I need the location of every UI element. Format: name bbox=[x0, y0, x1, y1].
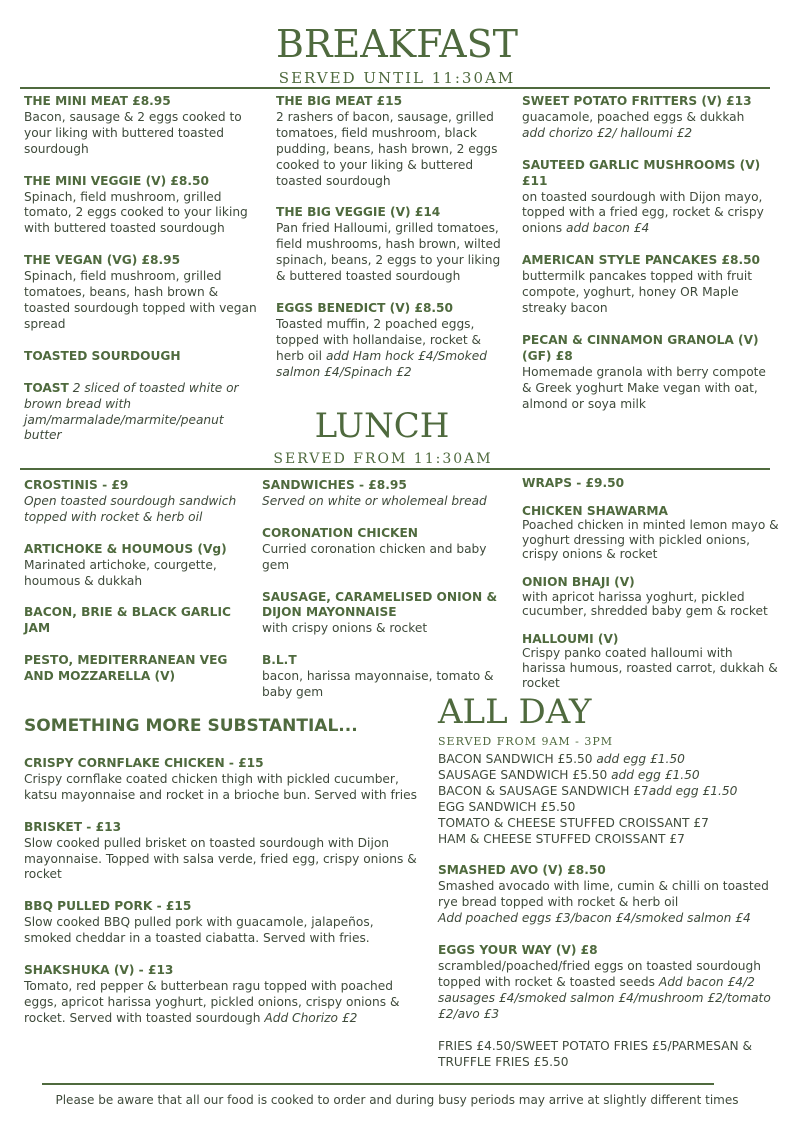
item-description: buttermilk pancakes topped with fruit compote, yoghurt, honey OR Maple streaky bacon bbox=[522, 269, 753, 315]
substantial-list bbox=[24, 756, 422, 1043]
menu-item bbox=[24, 174, 264, 238]
item-name: BACON, BRIE & BLACK GARLIC JAM bbox=[24, 605, 231, 636]
item-description: Slow cooked pulled brisket on toasted sourdough with Dijon mayonnaise. Topped with salsa verde, fried egg, crispy onions & rocket bbox=[24, 835, 417, 882]
menu-item bbox=[24, 899, 422, 947]
item-description: Spinach, field mushroom, grilled tomato, 2 eggs cooked to your liking with buttered toasted sourdough bbox=[24, 189, 248, 236]
item-extra: add egg £1.50 bbox=[648, 783, 738, 798]
menu-item bbox=[276, 301, 508, 381]
footer-divider bbox=[42, 1083, 714, 1085]
lunch-column-1 bbox=[24, 478, 246, 701]
item-name: ARTICHOKE & HOUMOUS (Vg) bbox=[24, 541, 227, 556]
item-name: CROSTINIS - £9 bbox=[24, 478, 129, 492]
list-item bbox=[438, 768, 784, 784]
lunch-title: LUNCH bbox=[314, 406, 450, 446]
item-name: BBQ PULLED PORK - £15 bbox=[24, 899, 192, 914]
menu-item bbox=[262, 478, 502, 510]
item-description: Curried coronation chicken and baby gem bbox=[262, 541, 487, 572]
menu-item bbox=[276, 205, 508, 285]
lunch-column-2 bbox=[262, 478, 502, 717]
item-name: CORONATION CHICKEN bbox=[262, 525, 418, 540]
menu-item bbox=[522, 94, 772, 142]
item-description: with crispy onions & rocket bbox=[262, 621, 428, 636]
item-name: B.L.T bbox=[262, 653, 297, 668]
item-description: Pan fried Halloumi, grilled tomatoes, field mushrooms, hash brown, wilted spinach, beans, 2 eggs to your liking & buttered toasted sourdough bbox=[276, 221, 501, 284]
item-name: THE MINI MEAT £8.95 bbox=[24, 94, 171, 108]
item-name: THE MINI VEGGIE (V) £8.50 bbox=[24, 173, 209, 188]
item-description: 2 rashers of bacon, sausage, grilled tomatoes, field mushroom, black pudding, beans, hash brown, 2 eggs cooked to your liking & buttered toasted sourdough bbox=[276, 109, 498, 188]
menu-item bbox=[24, 756, 422, 804]
menu-item bbox=[276, 94, 508, 189]
breakfast-divider bbox=[20, 87, 770, 89]
list-item bbox=[438, 752, 784, 768]
item-name: CRISPY CORNFLAKE CHICKEN - £15 bbox=[24, 756, 264, 770]
item-description: Smashed avocado with lime, cumin & chilli on toasted rye bread topped with rocket & herb oil bbox=[438, 879, 769, 910]
item-description: on toasted sourdough with Dijon mayo, topped with a fried egg, rocket & crispy onions bbox=[522, 189, 764, 236]
item-name: TOASTED SOURDOUGH bbox=[24, 348, 181, 363]
menu-item bbox=[24, 253, 264, 333]
item-name: THE BIG MEAT £15 bbox=[276, 94, 403, 108]
allday-subtitle: SERVED FROM 9AM - 3PM bbox=[438, 735, 614, 748]
allday-simple-list bbox=[438, 752, 784, 847]
item-description: Toasted muffin, 2 poached eggs, topped with hollandaise, rocket & herb oil bbox=[276, 316, 482, 363]
item-extra: Open toasted sourdough sandwich topped with rocket & herb oil bbox=[24, 493, 237, 524]
item-description: Slow cooked BBQ pulled pork with guacamole, jalapeños, smoked cheddar in a toasted ciabatta. Served with fries. bbox=[24, 915, 374, 946]
item-extra: Add Chorizo £2 bbox=[264, 1010, 358, 1025]
item-name: PESTO, MEDITERRANEAN VEG AND MOZZARELLA (V) bbox=[24, 653, 228, 684]
menu-item bbox=[24, 542, 246, 590]
item-extra: Add poached eggs £3/bacon £4/smoked salmon £4 bbox=[438, 911, 751, 926]
item-description: Poached chicken in minted lemon mayo & yoghurt dressing with pickled onions, crispy onions & rocket bbox=[522, 518, 779, 562]
item-description: bacon, harissa mayonnaise, tomato & baby gem bbox=[262, 669, 494, 700]
menu-item bbox=[522, 253, 772, 317]
menu-item bbox=[24, 478, 246, 526]
item-name: AMERICAN STYLE PANCAKES £8.50 bbox=[522, 253, 761, 268]
menu-item bbox=[24, 381, 264, 445]
item-name: SAUTEED GARLIC MUSHROOMS (V) £11 bbox=[522, 157, 761, 188]
footer-note: Please be aware that all our food is cooked to order and during busy periods may arrive at slightly different times bbox=[55, 1093, 739, 1107]
item-name: THE VEGAN (VG) £8.95 bbox=[24, 253, 181, 268]
substantial-heading: SOMETHING MORE SUBSTANTIAL... bbox=[24, 716, 358, 736]
item-name: TOAST bbox=[24, 380, 69, 395]
breakfast-column-3 bbox=[522, 94, 772, 428]
lunch-column-3 bbox=[522, 476, 780, 690]
menu-item bbox=[522, 632, 780, 690]
menu-item bbox=[522, 333, 772, 413]
item-name: WRAPS - £9.50 bbox=[522, 476, 625, 490]
menu-item bbox=[24, 963, 422, 1027]
item-name: EGGS BENEDICT (V) £8.50 bbox=[276, 300, 454, 315]
menu-item bbox=[522, 504, 780, 562]
menu-item bbox=[262, 526, 502, 574]
item-description: guacamole, poached eggs & dukkah bbox=[522, 109, 745, 124]
breakfast-column-2 bbox=[276, 94, 508, 397]
item-name: SMASHED AVO (V) £8.50 bbox=[438, 863, 606, 878]
item-text: BACON SANDWICH £5.50 bbox=[438, 752, 593, 766]
menu-item bbox=[262, 590, 502, 638]
menu-item bbox=[438, 863, 784, 927]
menu-item bbox=[24, 820, 422, 884]
breakfast-column-1 bbox=[24, 94, 264, 460]
menu-item bbox=[522, 158, 772, 238]
item-description: Crispy panko coated halloumi with harissa humous, roasted carrot, dukkah & rocket bbox=[522, 646, 778, 690]
menu-item bbox=[24, 605, 246, 637]
item-extra: add chorizo £2/ halloumi £2 bbox=[522, 125, 693, 140]
item-description: with apricot harissa yoghurt, pickled cucumber, shredded baby gem & rocket bbox=[522, 589, 768, 619]
item-name: HALLOUMI (V) bbox=[522, 631, 619, 646]
menu-item bbox=[24, 94, 264, 158]
item-name: BRISKET - £13 bbox=[24, 819, 122, 834]
item-extra: 2 sliced of toasted white or brown bread with jam/marmalade/marmite/peanut butter bbox=[24, 380, 239, 443]
item-name: SAUSAGE, CARAMELISED ONION & DIJON MAYONNAISE bbox=[262, 589, 498, 620]
breakfast-subtitle: SERVED UNTIL 11:30AM bbox=[278, 69, 516, 87]
fries-line: FRIES £4.50/SWEET POTATO FRIES £5/PARMESAN & TRUFFLE FRIES £5.50 bbox=[438, 1038, 753, 1069]
item-extra: add egg £1.50 bbox=[611, 767, 700, 782]
item-name: SHAKSHUKA (V) - £13 bbox=[24, 963, 174, 978]
item-name: THE BIG VEGGIE (V) £14 bbox=[276, 205, 441, 220]
item-name: PECAN & CINNAMON GRANOLA (V) (GF) £8 bbox=[522, 332, 759, 363]
item-extra: Add bacon £4/2 sausages £4/smoked salmon £4/mushroom £2/tomato £2/avo £3 bbox=[438, 974, 771, 1021]
item-name: EGGS YOUR WAY (V) £8 bbox=[438, 943, 598, 958]
item-description: scrambled/poached/fried eggs on toasted sourdough topped with rocket & toasted seeds bbox=[438, 958, 761, 989]
item-name: ONION BHAJI (V) bbox=[522, 574, 635, 589]
menu-item bbox=[24, 653, 246, 685]
allday-title: ALL DAY bbox=[438, 692, 592, 732]
menu-item bbox=[438, 943, 784, 1023]
item-description: Tomato, red pepper & butterbean ragu topped with poached eggs, apricot harissa yoghurt, pickled onions, crispy onions & rocket. Served with toasted sourdough bbox=[24, 978, 400, 1025]
list-item: EGG SANDWICH £5.50 bbox=[438, 799, 576, 814]
item-description: Homemade granola with berry compote & Greek yoghurt Make vegan with oat, almond or soya milk bbox=[522, 364, 766, 411]
item-extra: add egg £1.50 bbox=[596, 752, 685, 766]
lunch-subtitle: SERVED FROM 11:30AM bbox=[273, 451, 493, 467]
item-name: SANDWICHES - £8.95 bbox=[262, 478, 407, 492]
item-extra: Served on white or wholemeal bread bbox=[262, 493, 487, 508]
lunch-divider bbox=[20, 468, 770, 470]
item-text: BACON & SAUSAGE SANDWICH £7 bbox=[438, 783, 649, 798]
allday-list bbox=[438, 752, 784, 1070]
item-extra: add bacon £4 bbox=[565, 221, 650, 236]
item-name: SWEET POTATO FRITTERS (V) £13 bbox=[522, 94, 752, 108]
item-description: Crispy cornflake coated chicken thigh with pickled cucumber, katsu mayonnaise and rocket in a brioche bun. Served with fries bbox=[24, 771, 418, 802]
item-text: SAUSAGE SANDWICH £5.50 bbox=[438, 767, 608, 782]
item-description: Marinated artichoke, courgette, houmous & dukkah bbox=[24, 557, 217, 588]
item-extra: add Ham hock £4/Smoked salmon £4/Spinach £2 bbox=[276, 348, 487, 379]
menu-item bbox=[24, 349, 264, 365]
list-item: HAM & CHEESE STUFFED CROISSANT £7 bbox=[438, 831, 685, 846]
list-item bbox=[438, 784, 784, 800]
item-name: CHICKEN SHAWARMA bbox=[522, 503, 668, 518]
menu-item bbox=[522, 575, 780, 619]
menu-item bbox=[522, 476, 780, 491]
item-description: Bacon, sausage & 2 eggs cooked to your liking with buttered toasted sourdough bbox=[24, 109, 242, 156]
item-description: Spinach, field mushroom, grilled tomatoes, beans, hash brown & toasted sourdough topped with vegan spread bbox=[24, 269, 257, 331]
list-item: TOMATO & CHEESE STUFFED CROISSANT £7 bbox=[438, 815, 709, 830]
breakfast-title: BREAKFAST bbox=[276, 22, 518, 66]
